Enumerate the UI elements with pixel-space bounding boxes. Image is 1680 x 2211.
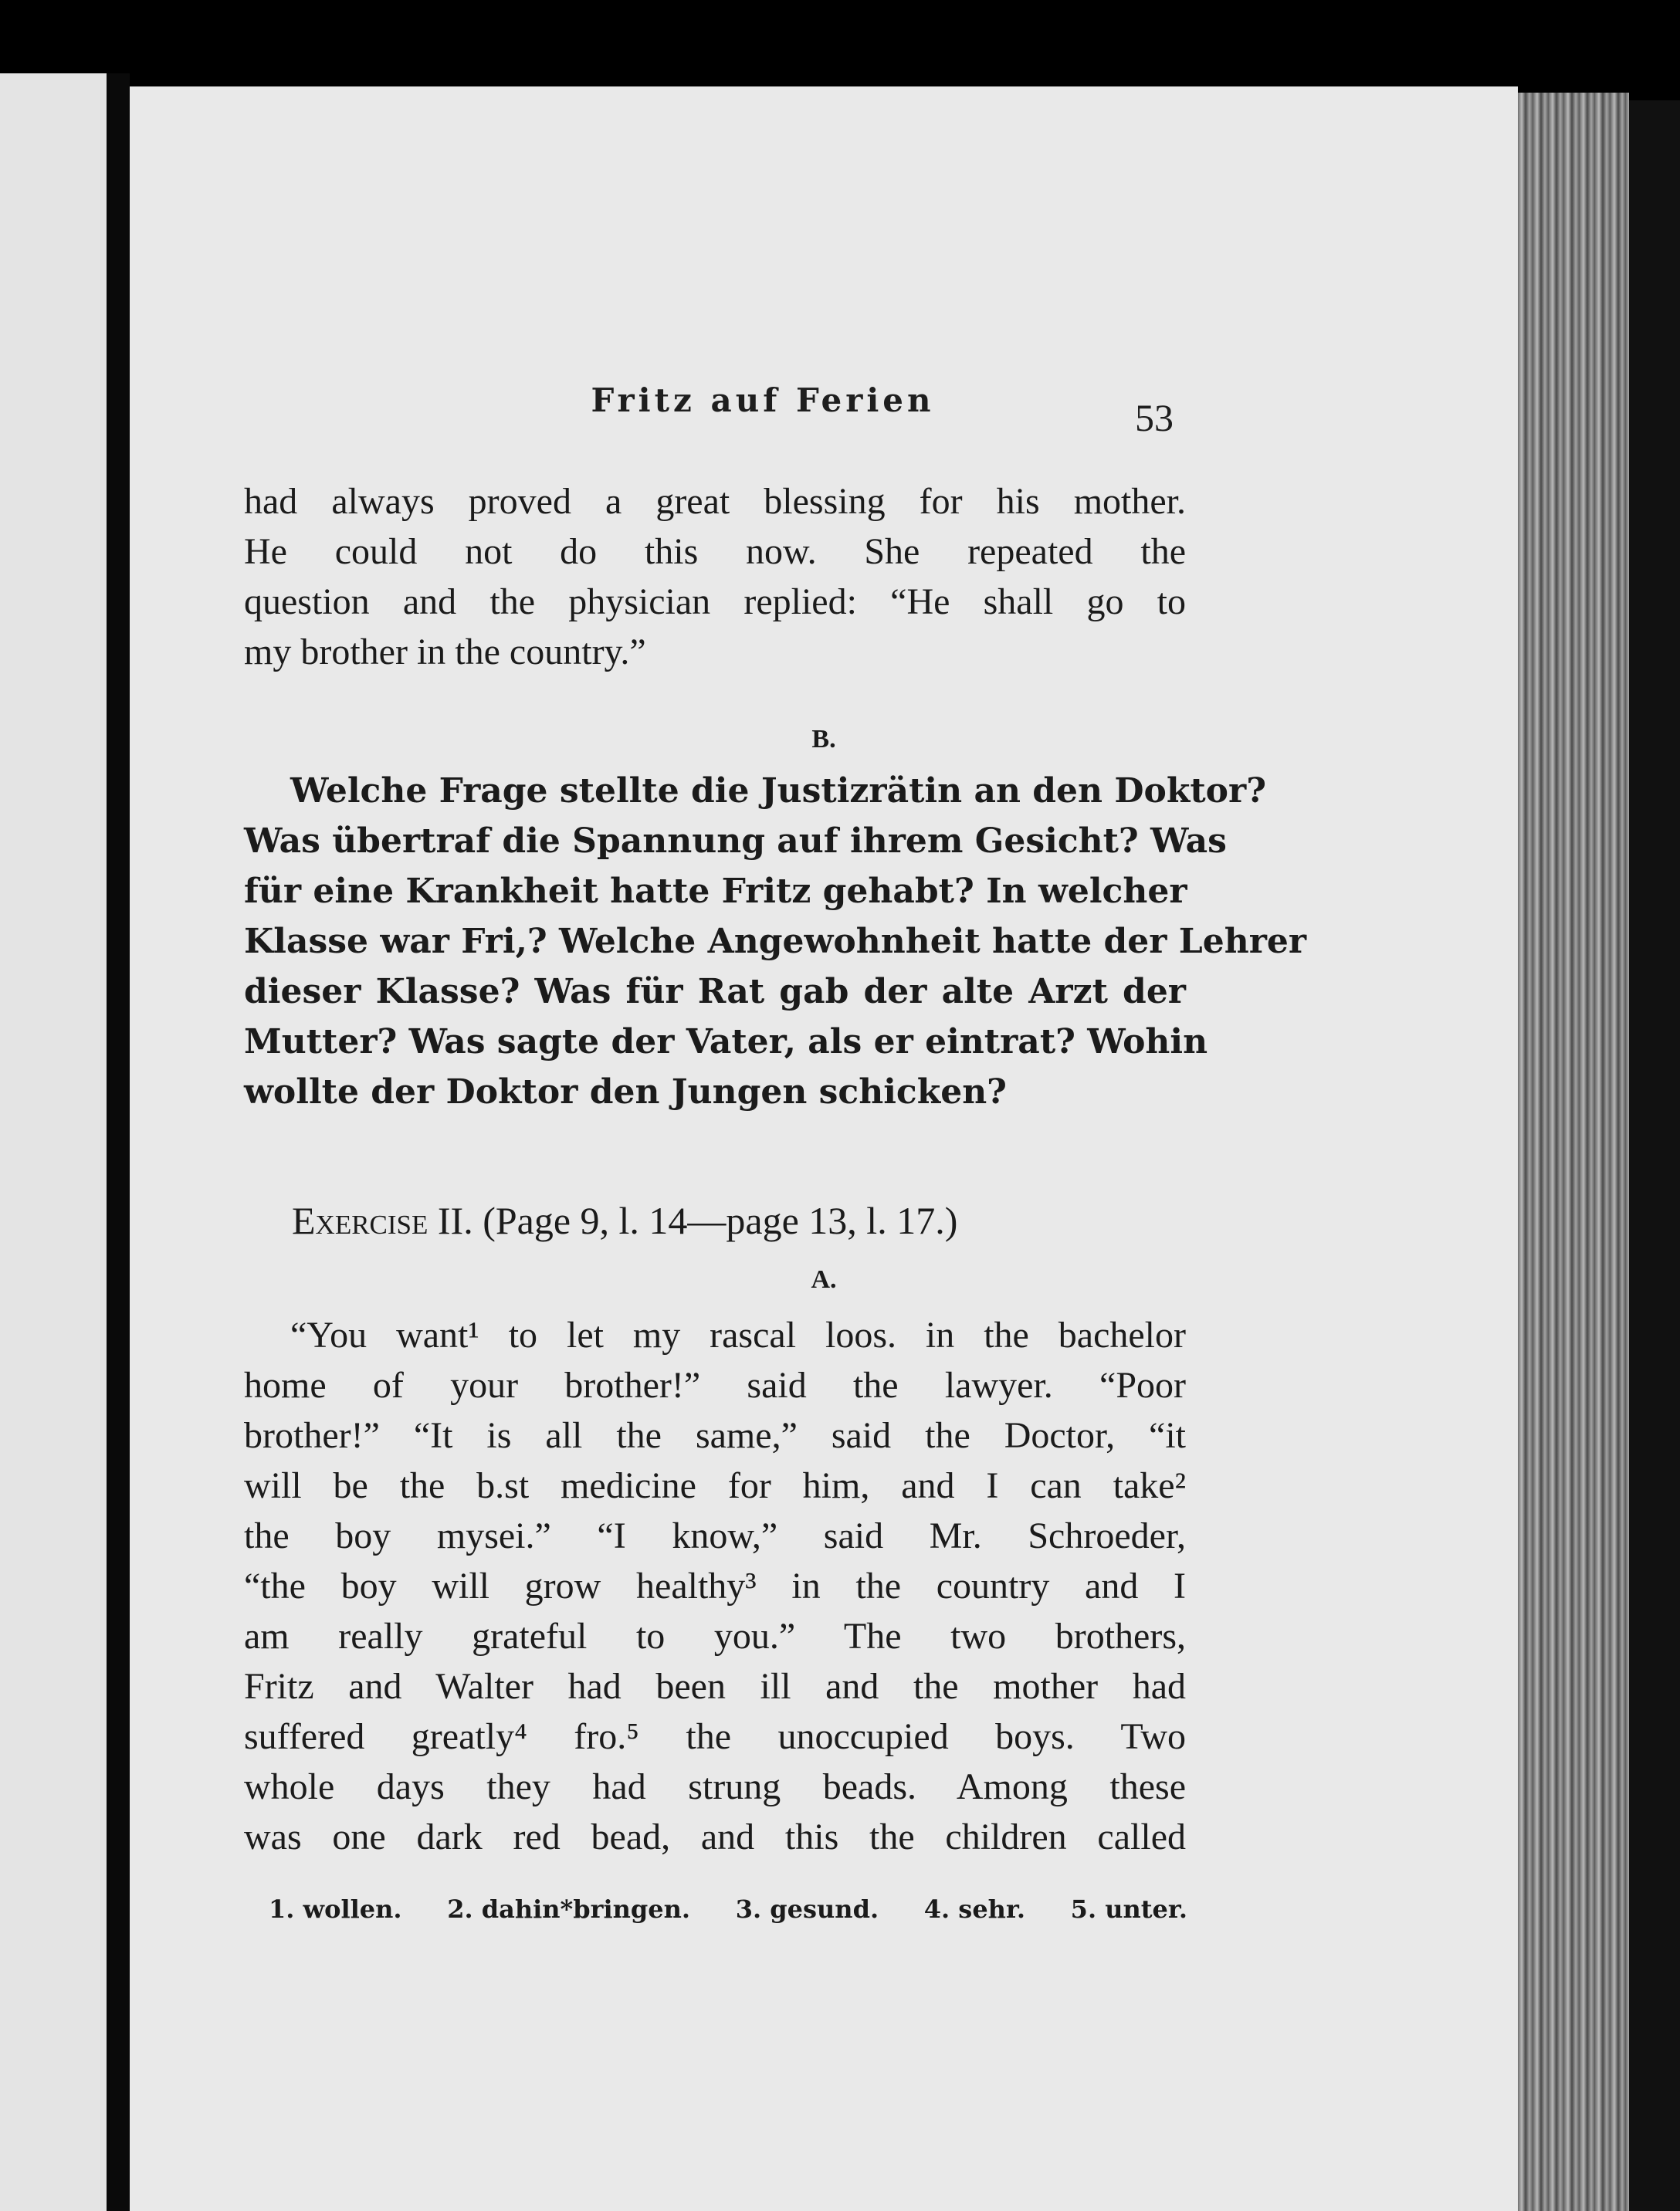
- footnote: 2. dahin*bringen.: [447, 1894, 691, 1924]
- book-gutter: [107, 73, 130, 2211]
- book-cover-edge: [1629, 100, 1680, 2211]
- text-line: Welche Frage stellte die Justizrätin an den Doktor?: [290, 771, 1266, 811]
- text-line: home of your brother!” said the lawyer. “Poor: [244, 1365, 1186, 1406]
- exercise-heading: [292, 1198, 1218, 1243]
- text-line: the boy mysei.” “I know,” said Mr. Schroeder,: [244, 1515, 1186, 1556]
- text-line: für eine Krankheit hatte Fritz gehabt? In welcher: [244, 872, 1187, 911]
- footnote: 1. wollen.: [269, 1894, 402, 1924]
- paragraph-1: [244, 476, 1186, 677]
- text-line: Fritz and Walter had been ill and the mother had: [244, 1666, 1186, 1707]
- exercise-reference: (Page 9, l. 14—page 13, l. 17.): [483, 1199, 958, 1242]
- text-line: Mutter? Was sagte der Vater, als er eintrat? Wohin: [244, 1022, 1208, 1061]
- section-a-text: [244, 1310, 1186, 1862]
- section-a-label: A.: [811, 1265, 837, 1294]
- page-edges: [1518, 93, 1629, 2211]
- text-line: my brother in the country.”: [244, 631, 646, 672]
- section-b-label: B.: [811, 725, 836, 753]
- text-line: was one dark red bead, and this the children called: [244, 1817, 1186, 1857]
- text-line: “You want¹ to let my rascal loos. in the bachelor: [290, 1315, 1186, 1356]
- text-line: “the boy will grow healthy³ in the country and I: [244, 1566, 1186, 1607]
- text-line: wollte der Doktor den Jungen schicken?: [244, 1072, 1007, 1112]
- text-line: He could not do this now. She repeated the: [244, 531, 1186, 572]
- book-page: [130, 86, 1518, 2211]
- text-line: Klasse war Fri,? Welche Angewohnheit hatte der Lehrer: [244, 922, 1307, 961]
- footnote: 5. unter.: [1070, 1894, 1187, 1924]
- text-line: am really grateful to you.” The two brothers,: [244, 1616, 1186, 1657]
- text-line: whole days they had strung beads. Among these: [244, 1766, 1186, 1807]
- text-line: question and the physician replied: “He shall go to: [244, 581, 1186, 622]
- text-line: had always proved a great blessing for his mother.: [244, 481, 1186, 522]
- footnote: 4. sehr.: [923, 1894, 1025, 1924]
- facing-page: [0, 73, 107, 2211]
- running-head: [130, 381, 1518, 439]
- exercise-label: Exercise II.: [292, 1199, 473, 1242]
- running-title: Fritz auf Ferien: [591, 381, 935, 419]
- text-line: will be the b.st medicine for him, and I can take²: [244, 1465, 1186, 1506]
- section-b-questions: [244, 766, 1307, 1117]
- text-line: suffered greatly⁴ fro.⁵ the unoccupied boys. Two: [244, 1716, 1186, 1757]
- text-line: Was übertraf die Spannung auf ihrem Gesicht? Was: [244, 821, 1227, 861]
- page-number: 53: [1135, 396, 1174, 439]
- footnotes: [269, 1894, 1187, 1924]
- footnote: 3. gesund.: [735, 1894, 879, 1924]
- text-line: dieser Klasse? Was für Rat gab der alte Arzt der: [244, 972, 1186, 1011]
- text-line: brother!” “It is all the same,” said the Doctor, “it: [244, 1415, 1186, 1456]
